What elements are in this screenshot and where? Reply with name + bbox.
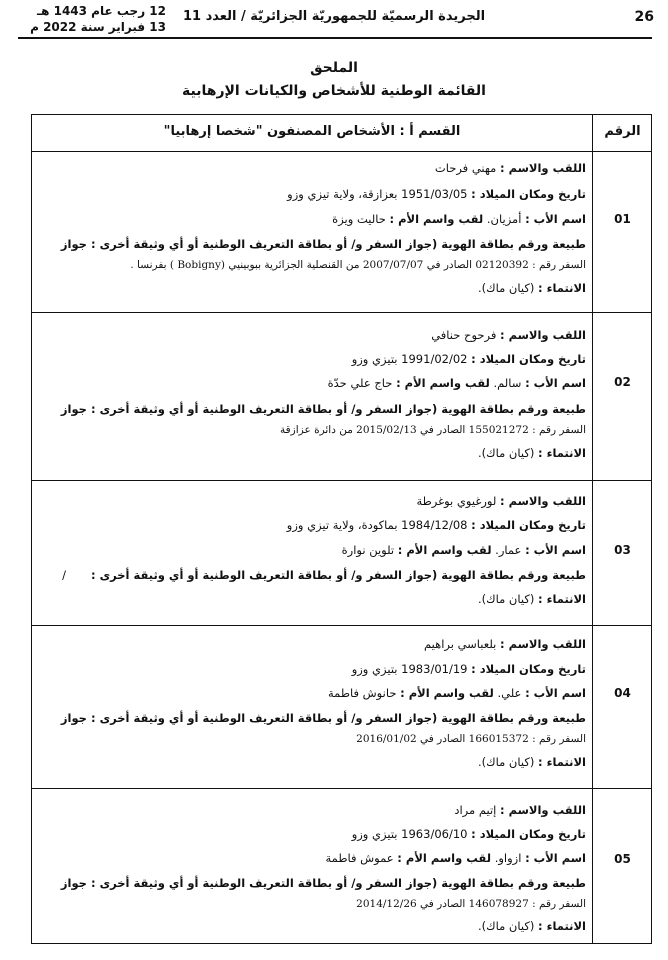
- name-label: اللقب والاسم :: [500, 494, 586, 508]
- birth-label: تاريخ ومكان الميلاد :: [471, 662, 586, 676]
- name-value: إتيم مراد: [454, 803, 497, 817]
- name-value: بلعباسي براهيم: [424, 637, 497, 651]
- list-title: القائمة الوطنية للأشخاص والكيانات الإرهابية: [182, 83, 486, 99]
- name-label: اللقب والاسم :: [500, 637, 586, 651]
- birth-label: تاريخ ومكان الميلاد :: [471, 827, 586, 841]
- annex-title: الملحق: [310, 60, 358, 76]
- id-document-value: السفر رقم : 155021272 الصادر في 2015/02/13 من دائرة عزازقة: [280, 424, 586, 436]
- column-header-number: الرقم: [604, 124, 641, 139]
- mother-value: تلوين نوارة: [341, 543, 395, 557]
- row-number: 01: [614, 212, 631, 226]
- affiliation-label: الانتماء :: [537, 281, 586, 295]
- father-label: اسم الأب :: [525, 686, 586, 700]
- affiliation-value: (كيان ماك).: [477, 281, 535, 295]
- father-label: اسم الأب :: [525, 212, 586, 226]
- father-label: اسم الأب :: [525, 543, 586, 557]
- table-row: [32, 314, 653, 480]
- affiliation-label: الانتماء :: [537, 755, 586, 769]
- id-document-label: طبيعة ورقم بطاقة الهوية (جواز السفر و/ أو بطاقة التعريف الوطنية أو أي وثيقة أخرى : جواز: [60, 402, 586, 416]
- affiliation-label: الانتماء :: [537, 919, 586, 933]
- father-value: أمزيان.: [486, 212, 522, 226]
- affiliation-value: (كيان ماك).: [477, 755, 535, 769]
- birth-value: 1984/12/08 بماكودة، ولاية تيزي وزو: [286, 518, 468, 532]
- affiliation-value: (كيان ماك).: [477, 446, 535, 460]
- name-value: لورغيوي بوغرطة: [416, 494, 497, 508]
- mother-label: لقب واسم الأم :: [397, 851, 492, 865]
- table-row: [32, 153, 653, 312]
- name-value: فرحوح حنافي: [431, 328, 497, 342]
- id-document-label: طبيعة ورقم بطاقة الهوية (جواز السفر و/ أو بطاقة التعريف الوطنية أو أي وثيقة أخرى :: [90, 568, 586, 582]
- birth-value: 1991/02/02 بتيزي وزو: [351, 352, 468, 366]
- row-number: 02: [614, 375, 631, 389]
- terrorist-list-table: [31, 114, 652, 944]
- id-document-label: طبيعة ورقم بطاقة الهوية (جواز السفر و/ أو بطاقة التعريف الوطنية أو أي وثيقة أخرى : جواز: [60, 876, 586, 890]
- page-header: [0, 0, 668, 40]
- name-value: مهني فرحات: [434, 161, 497, 175]
- mother-value: حاج علي حدّة: [327, 376, 393, 390]
- birth-label: تاريخ ومكان الميلاد :: [471, 518, 586, 532]
- journal-title: الجريدة الرسميّة للجمهوريّة الجزائريّة / العدد 11: [182, 9, 486, 24]
- affiliation-label: الانتماء :: [537, 446, 586, 460]
- birth-value: 1963/06/10 بتيزي وزو: [351, 827, 468, 841]
- mother-label: لقب واسم الأم :: [400, 686, 494, 700]
- birth-label: تاريخ ومكان الميلاد :: [471, 352, 586, 366]
- name-label: اللقب والاسم :: [500, 328, 586, 342]
- mother-label: لقب واسم الأم :: [396, 376, 490, 390]
- table-row: [32, 482, 653, 625]
- id-document-label: طبيعة ورقم بطاقة الهوية (جواز السفر و/ أو بطاقة التعريف الوطنية أو أي وثيقة أخرى : جواز: [60, 237, 586, 251]
- id-document-value: السفر رقم : 146078927 الصادر في 2014/12/26: [356, 898, 586, 910]
- birth-label: تاريخ ومكان الميلاد :: [471, 187, 586, 201]
- father-value: عمار.: [495, 543, 522, 557]
- row-divider: [32, 480, 651, 481]
- header-row-divider: [32, 151, 651, 152]
- father-value: ازواو.: [494, 851, 522, 865]
- row-divider: [32, 788, 651, 789]
- row-number: 04: [614, 686, 631, 700]
- father-value: سالم.: [493, 376, 522, 390]
- affiliation-label: الانتماء :: [537, 592, 586, 606]
- name-label: اللقب والاسم :: [500, 161, 586, 175]
- header-rule: [18, 37, 652, 39]
- id-document-value: السفر رقم : 166015372 الصادر في 2016/01/02: [356, 733, 586, 745]
- affiliation-value: (كيان ماك).: [477, 592, 535, 606]
- mother-value: حاليت ويزة: [332, 212, 386, 226]
- mother-label: لقب واسم الأم :: [389, 212, 484, 226]
- row-number: 03: [614, 543, 631, 557]
- gregorian-date: 13 فبراير سنة 2022 م: [30, 20, 166, 34]
- father-label: اسم الأب :: [525, 376, 586, 390]
- issue-date: [26, 3, 166, 35]
- name-label: اللقب والاسم :: [500, 803, 586, 817]
- row-divider: [32, 312, 651, 313]
- page-number: 26: [634, 9, 654, 25]
- father-value: علي.: [497, 686, 522, 700]
- id-document-label: طبيعة ورقم بطاقة الهوية (جواز السفر و/ أو بطاقة التعريف الوطنية أو أي وثيقة أخرى : جواز: [60, 711, 586, 725]
- mother-label: لقب واسم الأم :: [397, 543, 492, 557]
- birth-value: 1951/03/05 بعزازقة، ولاية تيزي وزو: [287, 187, 468, 201]
- row-divider: [32, 625, 651, 626]
- table-row: [32, 627, 653, 788]
- mother-value: حانوش فاطمة: [328, 686, 397, 700]
- birth-value: 1983/01/19 بتيزي وزو: [351, 662, 468, 676]
- column-header-section: القسم أ : الأشخاص المصنفون "شخصا إرهابيا": [163, 124, 461, 139]
- father-label: اسم الأب :: [525, 851, 586, 865]
- table-row: [32, 790, 653, 943]
- mother-value: عموش فاطمة: [325, 851, 394, 865]
- row-number: 05: [614, 852, 631, 866]
- id-document-value: /: [62, 568, 66, 582]
- id-document-value: السفر رقم : 02120392 الصادر في 2007/07/07 من القنصلية الجزائرية ببوبينيي (Bobigny ) بفرنسا .: [130, 259, 586, 271]
- hijri-date: 12 رجب عام 1443 هـ: [36, 4, 166, 18]
- affiliation-value: (كيان ماك).: [477, 919, 535, 933]
